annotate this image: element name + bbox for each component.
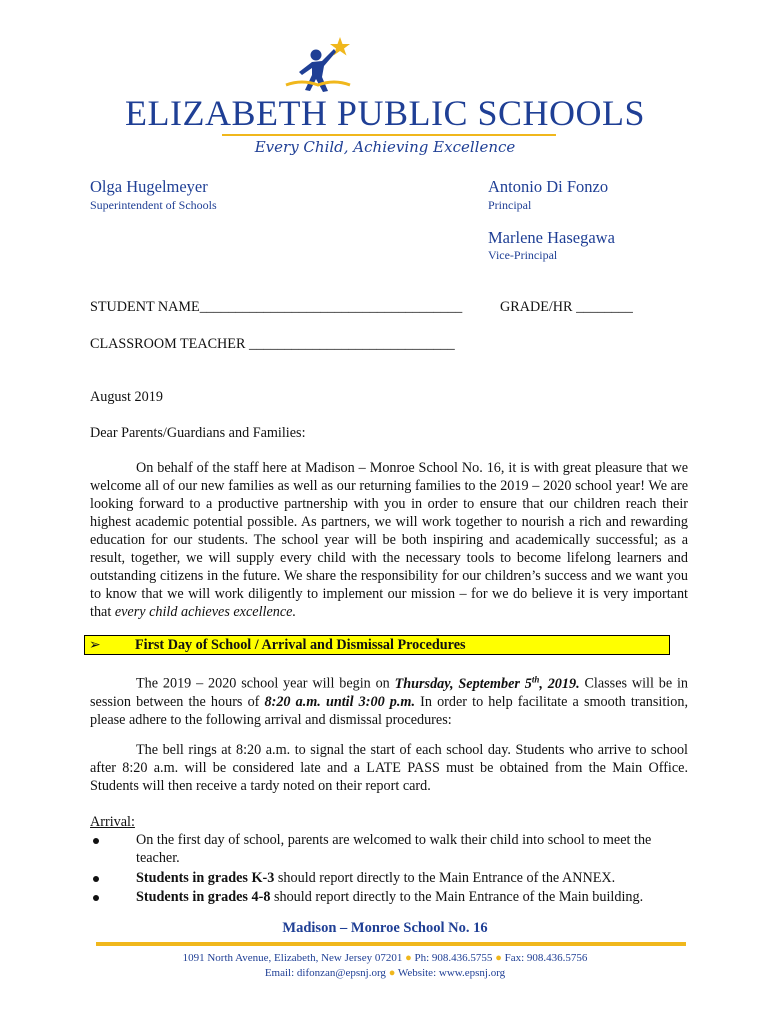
footer-fax: Fax: 908.436.5756: [504, 952, 588, 964]
superintendent-title: Superintendent of Schools: [90, 198, 217, 212]
section-heading-first-day: [84, 635, 670, 655]
start-date: Thursday, September 5th, 2019.: [394, 674, 580, 692]
footer-email: Email: difonzan@epsnj.org: [264, 967, 386, 979]
section-title: First Day of School / Arrival and Dismissal Procedures: [135, 637, 466, 653]
grade-hr-field: GRADE/HR ________: [500, 299, 633, 315]
intro-paragraph: [90, 459, 688, 621]
principal-name: Antonio Di Fonzo: [488, 177, 609, 196]
intro-text: On behalf of the staff here at Madison – Monroe School No. 16, it is with great pleasure that we welcome all of our new families as well as our returning families to the 2019 – 2020 school year! We are looking forward to a productive partnership with you in order to ensure that our children reach their highest academic potential possible. As partners, we will work together to nourish a rich and rewarding education for our students. The school year will be both inspiring and academically successful; as a result, together, we will supply every child with the necessary tools to become lifelong learners and outstanding citizens in the future. We share the responsibility for our children’s success and we want you to know that we will work diligently to implement our mission – for we do believe it is very important that: [90, 460, 688, 620]
vice-principal-title: Vice-Principal: [488, 248, 558, 262]
footer-website: Website: www.epsnj.org: [397, 967, 506, 979]
list-item-text: On the first day of school, parents are welcomed to walk their child into school to meet the teacher.: [136, 832, 652, 866]
bullet-icon: [93, 838, 99, 844]
footer-address: 1091 North Avenue, Elizabeth, New Jersey 07201: [182, 952, 403, 964]
vice-principal-name: Marlene Hasegawa: [488, 228, 615, 247]
district-tagline: Every Child, Achieving Excellence: [254, 138, 516, 156]
bullet-icon: [93, 876, 99, 882]
student-name-field: STUDENT NAME_____________________________________: [90, 299, 463, 315]
classroom-teacher-field: CLASSROOM TEACHER _____________________________: [90, 336, 455, 352]
footer-web-line: [0, 967, 770, 979]
school-start-paragraph: [90, 670, 688, 729]
separator-dot-icon: ●: [495, 952, 502, 964]
bullet-icon: [93, 895, 99, 901]
p1-text-a: The 2019 – 2020 school year will begin on: [136, 675, 395, 692]
intro-motto: every child achieves excellence.: [114, 604, 296, 620]
footer-phone: Ph: 908.436.5755: [414, 952, 493, 964]
district-name: ELIZABETH PUBLIC SCHOOLS: [124, 93, 645, 133]
arrival-heading: Arrival:: [90, 814, 135, 830]
logo-divider: [222, 134, 556, 136]
school-hours: 8:20 a.m. until 3:00 p.m.: [264, 693, 416, 710]
child-reaching-for-star-icon: [282, 35, 354, 93]
principal-title: Principal: [488, 198, 532, 212]
footer-contact-line: [0, 952, 770, 964]
separator-dot-icon: ●: [405, 952, 412, 964]
separator-dot-icon: ●: [388, 967, 396, 979]
footer-school-name: Madison – Monroe School No. 16: [282, 920, 488, 936]
p1-text-c: In order to help facilitate a smooth transition, please adhere to the following arrival and dismissal procedures:: [90, 693, 688, 728]
letter-salutation: Dear Parents/Guardians and Families:: [90, 425, 306, 441]
list-item-text: should report directly to the Main Entrance of the Main building.: [270, 889, 644, 905]
bell-paragraph: The bell rings at 8:20 a.m. to signal the start of each school day. Students who arrive to school after 8:20 a.m. will be considered late and a LATE PASS must be obtained from the Main Office. Students will then receive a tardy noted on their report card.: [90, 742, 688, 794]
letter-date: August 2019: [90, 389, 163, 405]
list-item-bold: Students in grades 4-8: [136, 889, 271, 905]
p1-text-b: Classes will be in session between the hours of: [90, 675, 688, 710]
list-item-text: should report directly to the Main Entrance of the ANNEX.: [274, 870, 616, 886]
superintendent-name: Olga Hugelmeyer: [90, 177, 208, 196]
footer-divider: [96, 942, 686, 946]
arrow-bullet-icon: ➢: [89, 638, 101, 653]
list-item-bold: Students in grades K-3: [136, 870, 275, 886]
